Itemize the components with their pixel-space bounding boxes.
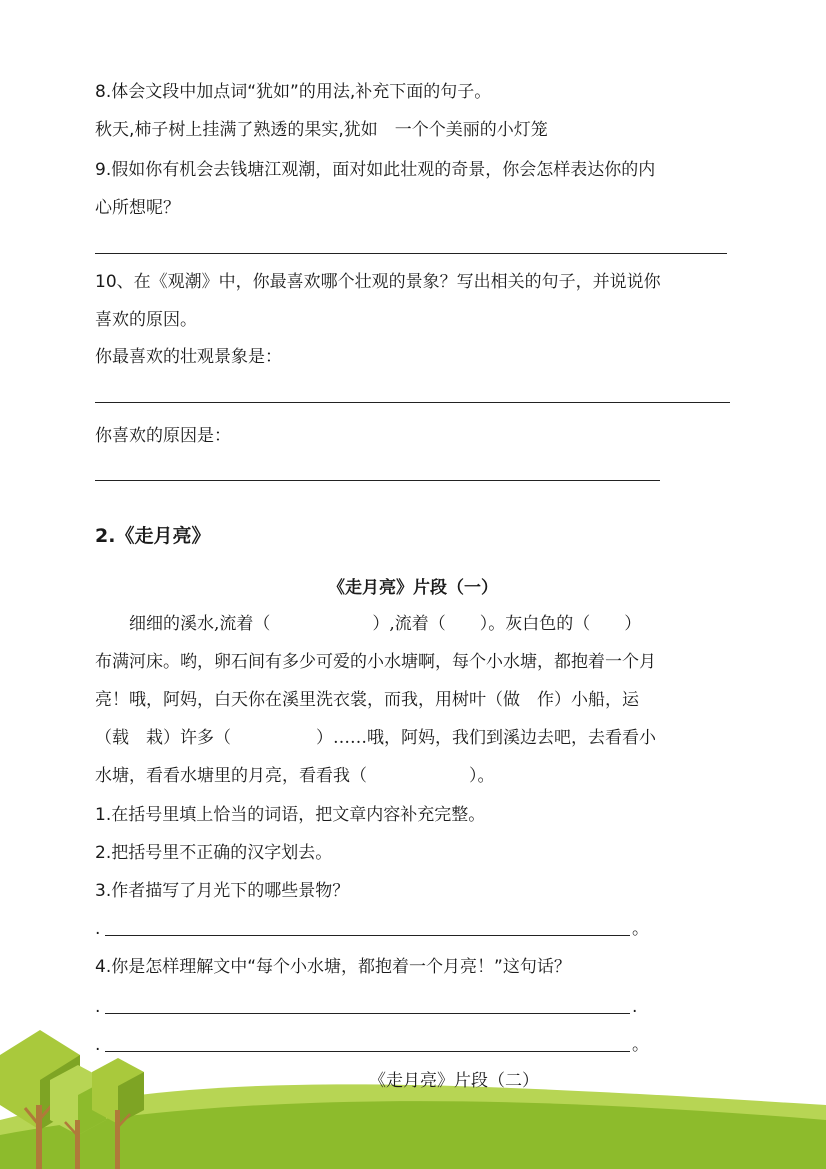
q8-title: 8.体会文段中加点词“犹如”的用法,补充下面的句子。 [95,82,492,102]
q4-answer-end-2: 。 [632,1035,649,1055]
answer-dot: . [95,1035,101,1055]
answer-dot: . [95,997,101,1017]
q9-line1: 9.假如你有机会去钱塘江观潮，面对如此壮观的奇景，你会怎样表达你的内 [95,160,656,180]
q10-scene-answer-line[interactable] [95,402,730,403]
question-1: 1.在括号里填上恰当的词语，把文章内容补充完整。 [95,805,486,825]
question-2: 2.把括号里不正确的汉字划去。 [95,843,333,863]
section-heading: 2.《走月亮》 [95,525,211,547]
question-3: 3.作者描写了月光下的哪些景物？ [95,881,350,901]
q10-line2: 喜欢的原因。 [95,310,197,330]
q10-line1: 10、在《观潮》中，你最喜欢哪个壮观的景象？写出相关的句子，并说说你 [95,272,661,292]
q8-sentence: 秋天,柿子树上挂满了熟透的果实,犹如 一个个美丽的小灯笼 [95,120,548,140]
passage-line: 水塘，看看水塘里的月亮，看看我（ ）。 [95,766,495,786]
excerpt1-title: 《走月亮》片段（一） [328,578,498,598]
landscape-illustration [0,1010,826,1169]
excerpt2-title: 《走月亮》片段（二） [369,1071,539,1091]
q4-answer-end-1: . [632,997,638,1017]
q10-scene-prompt: 你最喜欢的壮观景象是： [95,347,282,367]
question-4: 4.你是怎样理解文中“每个小水塘，都抱着一个月亮！”这句话？ [95,957,571,977]
q9-line2: 心所想呢？ [95,198,180,218]
passage-line: 细细的溪水,流着（ ）,流着（ ）。灰白色的（ ） [95,614,642,634]
answer-dot: . [95,919,101,939]
q9-answer-line[interactable] [95,253,727,254]
q10-reason-answer-line[interactable] [95,480,660,481]
passage-line: 布满河床。哟，卵石间有多少可爱的小水塘啊，每个小水塘，都抱着一个月 [95,652,656,672]
q3-answer-line[interactable] [105,935,630,936]
q10-reason-prompt: 你喜欢的原因是： [95,426,231,446]
passage-line: （载 栽）许多（ ）……哦，阿妈，我们到溪边去吧，去看看小 [95,728,656,748]
passage-line: 亮！哦，阿妈，白天你在溪里洗衣裳，而我，用树叶（做 作）小船，运 [95,690,639,710]
q3-answer-end: 。 [632,919,649,939]
